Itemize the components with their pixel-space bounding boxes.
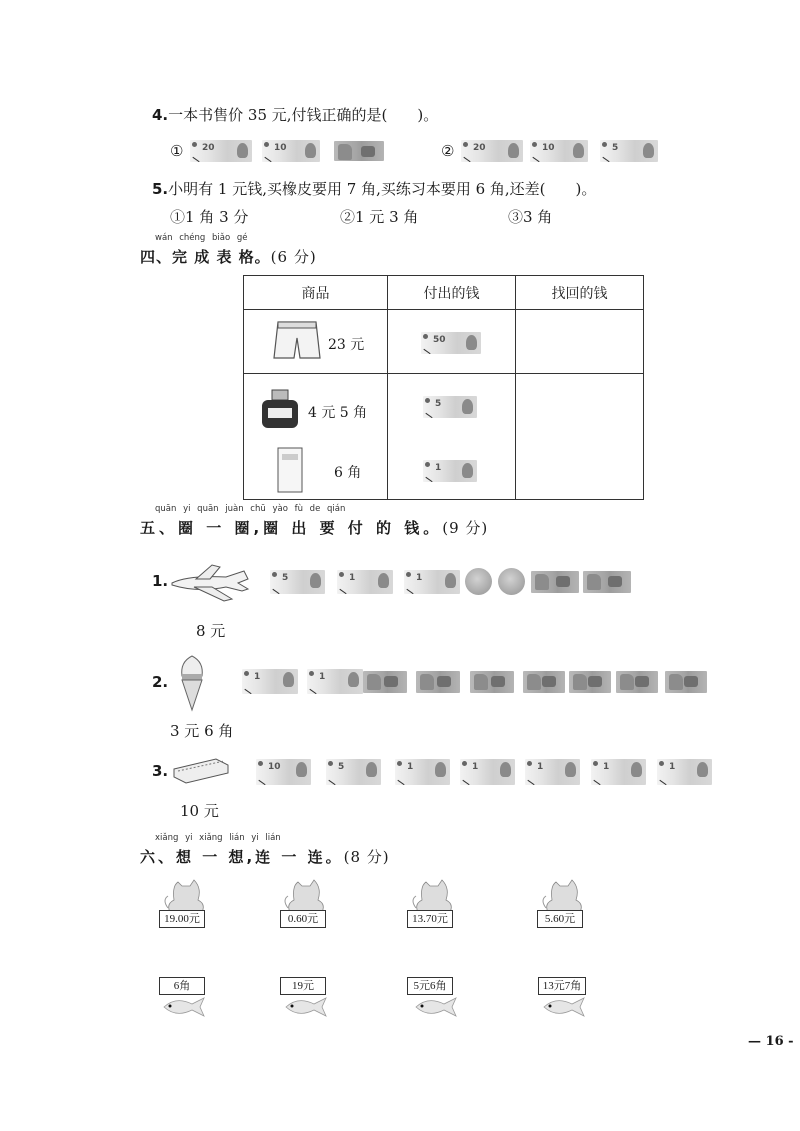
section-4-score: (6 分) (270, 248, 317, 266)
item-number: 1. (152, 572, 169, 590)
question-4-text: 一本书售价 35 元,付钱正确的是( )。 (168, 106, 439, 124)
item-number: 2. (152, 673, 169, 691)
question-5-text: 小明有 1 元钱,买橡皮要用 7 角,买练习本要用 6 角,还差( )。 (168, 180, 597, 198)
fish-icon (284, 996, 328, 1018)
section-6-title: 六、想 一 想,连 一 连。 (140, 848, 344, 866)
table-cell-change[interactable] (516, 310, 644, 374)
cat-icon (540, 878, 586, 912)
section-6-pinyin: xiǎng yi xiǎng lián yi lián (155, 833, 281, 843)
table-row (244, 310, 644, 374)
table-cell-change[interactable] (516, 374, 644, 500)
table-row (244, 374, 644, 500)
item-number: 3. (152, 762, 169, 780)
q5-option-1[interactable]: ①1 角 3 分 (170, 208, 249, 226)
banknote-5-jiao[interactable] (363, 671, 407, 693)
banknote-5-jiao[interactable] (416, 671, 460, 693)
question-4 (152, 104, 438, 125)
notebook-icon (276, 446, 304, 494)
banknote-2-jiao[interactable] (523, 671, 565, 693)
section-4-title: 四、完 成 表 格。 (140, 248, 271, 266)
banknote-1-yuan[interactable]: 1 (242, 669, 298, 694)
banknote-5-yuan: 5 (600, 140, 658, 162)
banknote-10-yuan[interactable]: 10 (256, 759, 311, 785)
table-cell-item (244, 374, 388, 500)
coin-1-yuan[interactable] (498, 568, 525, 595)
item-price: 23 元 (328, 337, 365, 353)
item-price: 4 元 5 角 (308, 405, 368, 421)
item-price: 6 角 (334, 465, 362, 481)
q4-option-2-label[interactable]: ② (441, 142, 455, 160)
section-5-title: 五、圈 一 圈,圈 出 要 付 的 钱。 (140, 519, 443, 537)
fish-price-box[interactable]: 6角 (159, 977, 205, 995)
cat-icon (410, 878, 456, 912)
section-6-heading (140, 846, 390, 867)
section-5-score: (9 分) (442, 519, 489, 537)
s5-item-3-price: 10 元 (180, 802, 219, 820)
table-cell-paid (388, 310, 516, 374)
banknote-1-yuan[interactable]: 1 (460, 759, 515, 785)
fill-table (243, 275, 644, 500)
section-4-heading (140, 246, 317, 267)
question-4-number: 4. (152, 106, 169, 124)
page-number: — 16 - (748, 1034, 794, 1049)
banknote-5-yuan: 5 (423, 396, 477, 418)
pencil-case-icon (172, 757, 230, 785)
fish-price-box[interactable]: 5元6角 (407, 977, 453, 995)
fish-icon (542, 996, 586, 1018)
banknote-1-yuan[interactable]: 1 (591, 759, 646, 785)
coin-1-yuan[interactable] (465, 568, 492, 595)
banknote-5-jiao[interactable] (583, 571, 631, 593)
banknote-1-yuan[interactable]: 1 (307, 669, 363, 694)
fish-price-box[interactable]: 13元7角 (538, 977, 586, 995)
banknote-1-yuan[interactable]: 1 (404, 570, 460, 594)
airplane-icon (168, 563, 252, 603)
fish-icon (414, 996, 458, 1018)
fish-price-box[interactable]: 19元 (280, 977, 326, 995)
cat-price-box[interactable]: 0.60元 (280, 910, 326, 928)
cat-icon (282, 878, 328, 912)
fish-icon (162, 996, 206, 1018)
question-5 (152, 178, 596, 199)
table-header-item: 商品 (244, 276, 388, 310)
question-5-number: 5. (152, 180, 169, 198)
ink-bottle-icon (260, 388, 300, 430)
banknote-2-jiao[interactable] (569, 671, 611, 693)
cat-price-box[interactable]: 13.70元 (407, 910, 453, 928)
banknote-1-yuan[interactable]: 1 (525, 759, 580, 785)
banknote-1-yuan[interactable]: 1 (395, 759, 450, 785)
banknote-1-yuan[interactable]: 1 (337, 570, 393, 594)
banknote-5-jiao[interactable] (531, 571, 579, 593)
s5-item-2-price: 3 元 6 角 (170, 722, 234, 740)
section-6-score: (8 分) (343, 848, 390, 866)
s5-item-1 (152, 572, 168, 590)
banknote-2-jiao[interactable] (665, 671, 707, 693)
table-cell-item (244, 310, 388, 374)
banknote-10-yuan: 10 (530, 140, 588, 162)
banknote-1-yuan[interactable]: 1 (657, 759, 712, 785)
shorts-icon (272, 318, 322, 366)
cat-price-box[interactable]: 5.60元 (537, 910, 583, 928)
q4-option-1-label[interactable]: ① (170, 142, 184, 160)
banknote-50-yuan: 50 (421, 332, 481, 354)
section-4-pinyin: wán chéng biǎo gé (155, 233, 248, 243)
banknote-20-yuan: 20 (461, 140, 523, 162)
banknote-5-yuan[interactable]: 5 (270, 570, 325, 594)
table-header-change: 找回的钱 (516, 276, 644, 310)
s5-item-3 (152, 762, 168, 780)
ice-cream-icon (178, 654, 206, 712)
banknote-10-yuan: 10 (262, 140, 320, 162)
q5-option-3[interactable]: ③3 角 (508, 208, 553, 226)
banknote-2-jiao[interactable] (616, 671, 658, 693)
banknote-5-jiao (334, 141, 384, 161)
s5-item-1-price: 8 元 (196, 622, 226, 640)
section-5-heading (140, 517, 488, 538)
q5-option-2[interactable]: ②1 元 3 角 (340, 208, 419, 226)
section-5-pinyin: quān yi quān juàn chū yào fù de qián (155, 504, 346, 514)
banknote-5-yuan[interactable]: 5 (326, 759, 381, 785)
banknote-5-jiao[interactable] (470, 671, 514, 693)
cat-price-box[interactable]: 19.00元 (159, 910, 205, 928)
banknote-20-yuan: 20 (190, 140, 252, 162)
table-cell-paid (388, 374, 516, 500)
table-header-paid: 付出的钱 (388, 276, 516, 310)
banknote-1-yuan: 1 (423, 460, 477, 482)
s5-item-2 (152, 673, 168, 691)
cat-icon (162, 878, 208, 912)
